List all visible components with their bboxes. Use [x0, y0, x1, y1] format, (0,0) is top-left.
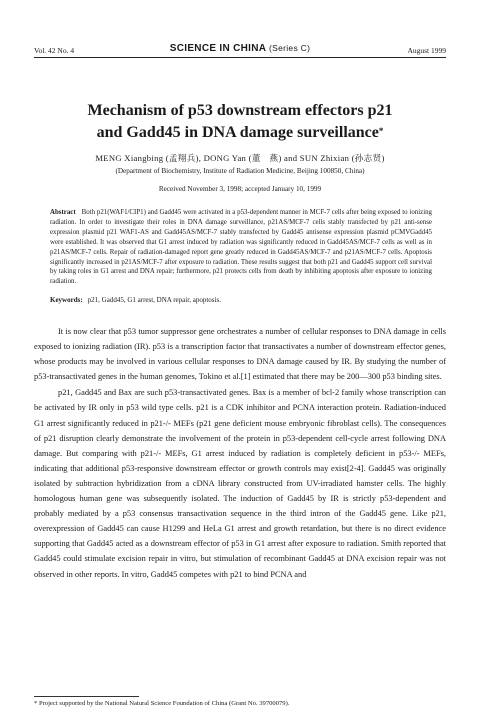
body-paragraph: It is now clear that p53 tumor suppressor gene orchestrates a number of cellular responses to DNA damage in cells exposed to ionizing radiation (IR). p53 is a transcription factor that transactivates a number of downstream effector genes, whose products may be involved in various cellular responses to DNA damage caused by IR. By studying the number of p53-transactivated genes in the human genomes, Tokino et al.[1] estimated that there may be 200—300 p53 binding sites. [34, 327, 446, 382]
received-dates: Received November 3, 1998; accepted January 10, 1999 [158, 185, 322, 193]
title-line-2 [40, 122, 440, 144]
body-text [34, 324, 446, 582]
body-paragraph: p21, Gadd45 and Bax are such p53-transactivated genes. Bax is a member of bcl-2 family whose transcription can be activated by IR only in p53 wild type cells. p21 is a CDK inhibitor and PCNA interaction protein. Radiation-induced G1 arrest significantly reduced in p21-/- MEFs (p21 gene deficient mouse embryonic fibroblast cells). The consequences of p21 disruption clearly demonstrate the involvement of the protein in p53-dependent cell-cycle arrest following DNA damage. But comparing with p21-/- MEFs, G1 arrest induced by radiation is completely deficient in p53-/- MEFs, indicating that additional p53-responsive downstream effector or growth controls may exist[2-4]. Gadd45 was originally isolated by subtraction hybridization from a cDNA library constructed from UV-irradiated hamster cells. The highly homologous human gene was subsequently isolated. The induction of Gadd45 by IR is strictly p53-dependent and probably mediated by a p53 consensus transactivation sequence in the third intron of the Gadd45 gene. Like p21, overexpression of Gadd45 can cause H1299 and HeLa G1 arrest and growth retardation, but there is no direct evidence supporting that Gadd45 acted as a downstream effector of p53 in G1 arrest after exposure to radiation. Smith reported that Gadd45 could stimulate excision repair in vitro, but stimulation of recombinant Gadd45 at DNA excision repair was not observed in other reports. In vitro, Gadd45 competes with p21 to bind PCNA and [34, 388, 446, 579]
header-rule [34, 57, 446, 58]
abstract [50, 208, 432, 287]
abstract-text: Both p21(WAF1/CIP1) and Gadd45 were activated in a p53-dependent manner in MCF-7 cells after being exposed to ionizing radiation. In order to investigate their roles in DNA damage surveillance, p21AS/MCF-7 cells stably transfected by p21 anti-sense expression plasmid p21 WAF1-AS and Gadd45AS/MCF-7 stably transfected by Gadd45 antisense expression plasmid pCMVGadd45 were established. It was observed that G1 arrest induced by radiation was significantly reduced in Gadd45AS/MCF-7 cells as well as in p21AS/MCF-7 cells. Repair of radiation-damaged report gene greatly reduced in Gadd45AS/MCF-7 and p21AS/MCF-7 cells. Apoptosis significantly increased in p21AS/MCF-7 after exposure to radiation. These results suggest that both p21 and Gadd45 support cell survival by taking roles in G1 arrest and DNA repair; furthermore, p21 protects cells from death by inhibiting apoptosis after exposure to ionizing radiation. [50, 209, 432, 286]
issue-date: August 1999 [407, 46, 446, 55]
running-header [34, 43, 446, 57]
keywords-text: p21, Gadd45, G1 arrest, DNA repair, apoptosis. [87, 296, 221, 304]
abstract-label: Abstract [50, 209, 76, 216]
journal-title: SCIENCE IN CHINA [169, 43, 266, 54]
footnote-rule [34, 696, 139, 697]
title-footnote-marker: * [378, 126, 384, 136]
paper-title [40, 100, 440, 144]
title-line-2-text: and Gadd45 in DNA damage surveillance [96, 124, 379, 141]
title-line-1: Mechanism of p53 downstream effectors p21 [87, 102, 393, 119]
journal-name [34, 43, 446, 54]
keywords-label: Keywords: [50, 296, 83, 304]
volume-info: Vol. 42 No. 4 [34, 46, 75, 55]
footnote: * Project supported by the National Natural Science Foundation of China (Grant No. 39700079). [34, 700, 290, 707]
affiliation: (Department of Biochemistry, Institute of Radiation Medicine, Beijing 100850, China) [115, 167, 365, 175]
keywords [50, 296, 432, 304]
author-list: MENG Xiangbing (孟翔兵), DONG Yan (董 燕) and SUN Zhixian (孙志贤) [95, 153, 385, 163]
journal-series: (Series C) [268, 43, 311, 53]
